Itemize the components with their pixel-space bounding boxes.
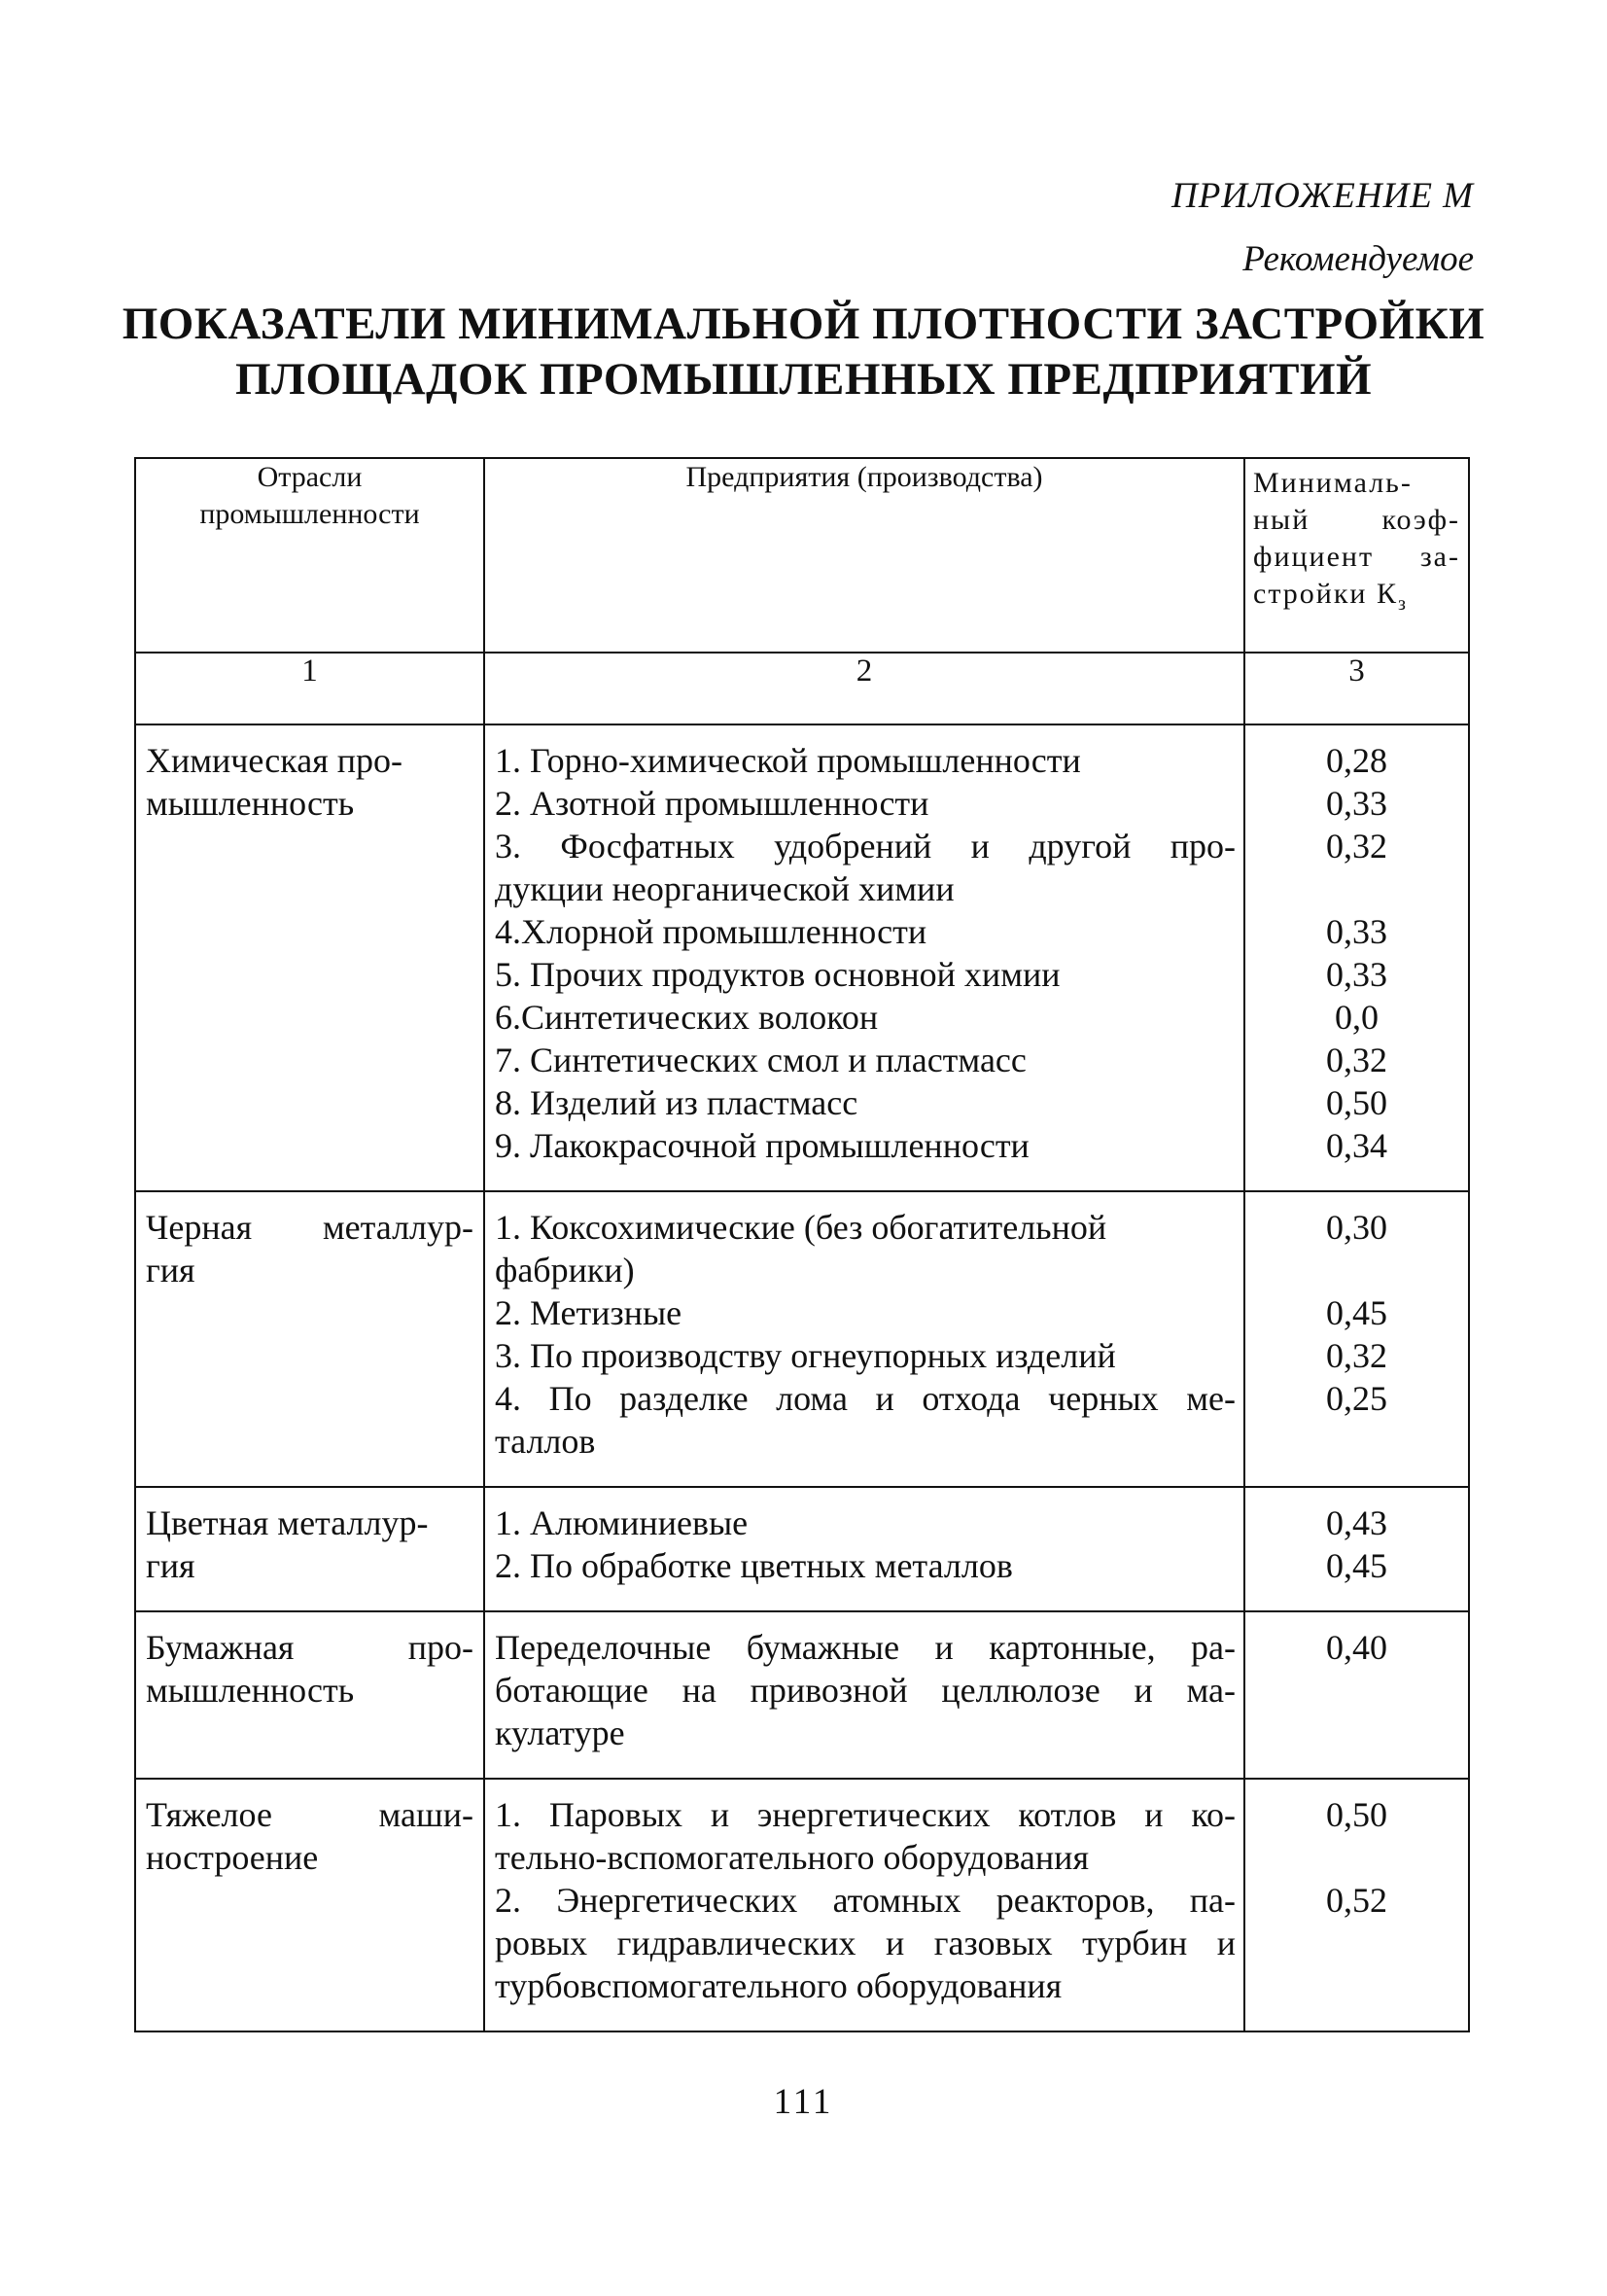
branch-line: Бумажная про-: [146, 1628, 473, 1667]
table-row: [135, 1487, 1469, 1611]
title-line-1: ПОКАЗАТЕЛИ МИНИМАЛЬНОЙ ПЛОТНОСТИ ЗАСТРОЙКИ: [122, 299, 1485, 349]
coefficient-cell: [1244, 724, 1469, 1191]
coefficient-value: [1245, 867, 1468, 910]
header-coef-line-2: ный коэф-: [1253, 504, 1460, 536]
coefficient-value: 0,28: [1326, 741, 1387, 780]
enterprise-line: 8. Изделий из пластмасс: [495, 1083, 858, 1122]
coefficient-value: 0,45: [1326, 1546, 1387, 1585]
enterprise-line: турбовспомогательного оборудования: [495, 1966, 1063, 2005]
header-coef-subscript: з: [1398, 593, 1408, 615]
table-row: [135, 1611, 1469, 1779]
coefficient-value: 0,33: [1326, 912, 1387, 951]
table-row: [135, 724, 1469, 1191]
column-number-3: 3: [1244, 653, 1469, 724]
header-coef-line-1: Минималь-: [1253, 467, 1413, 499]
branch-line: гия: [146, 1546, 195, 1585]
enterprise-line: 4.Хлорной промышленности: [495, 912, 927, 951]
appendix-label: ПРИЛОЖЕНИЕ М: [1170, 176, 1474, 216]
enterprise-line: 3. Фосфатных удобрений и другой про-: [495, 827, 1236, 865]
enterprise-line: 4. По разделке лома и отхода черных ме-: [495, 1379, 1236, 1418]
enterprise-cell: [484, 1611, 1244, 1779]
enterprise-cell: [484, 724, 1244, 1191]
branch-line: Черная металлур-: [146, 1208, 473, 1247]
coefficient-value: 0,0: [1335, 998, 1379, 1037]
enterprise-line: фабрики): [495, 1251, 635, 1289]
coefficient-value: 0,45: [1326, 1293, 1387, 1332]
enterprise-line: тельно-вспомогательного оборудования: [495, 1838, 1089, 1877]
coefficient-cell: [1244, 1779, 1469, 2031]
table-row: [135, 1779, 1469, 2031]
coefficient-cell: [1244, 1611, 1469, 1779]
column-number-2: 2: [484, 653, 1244, 724]
coefficient-value: [1245, 1836, 1468, 1879]
coefficient-cell: [1244, 1487, 1469, 1611]
branch-line: Цветная металлур-: [146, 1503, 429, 1542]
header-branch-line-1: Отрасли: [257, 461, 363, 493]
coefficient-cell: [1244, 1191, 1469, 1487]
enterprise-cell: [484, 1191, 1244, 1487]
table-header-row: [135, 458, 1469, 653]
enterprise-line: Переделочные бумажные и картонные, ра-: [495, 1628, 1236, 1667]
enterprise-cell: [484, 1779, 1244, 2031]
enterprise-line: 6.Синтетических волокон: [495, 998, 879, 1037]
branch-cell: [135, 1487, 484, 1611]
branch-line: мышленность: [146, 784, 355, 823]
header-enterprises: Предприятия (производства): [484, 458, 1244, 653]
status-label: Рекомендуемое: [1242, 239, 1474, 279]
coefficient-value: 0,32: [1326, 1041, 1387, 1079]
coefficient-value: 0,34: [1326, 1126, 1387, 1165]
branch-line: мышленность: [146, 1671, 355, 1710]
coefficient-value: 0,33: [1326, 784, 1387, 823]
coefficient-value: 0,32: [1326, 827, 1387, 865]
enterprise-line: 2. Энергетических атомных реакторов, па-: [495, 1881, 1236, 1920]
header-branch: [135, 458, 484, 653]
enterprise-line: 2. По обработке цветных металлов: [495, 1546, 1013, 1585]
coefficient-value: 0,43: [1326, 1503, 1387, 1542]
branch-line: гия: [146, 1251, 195, 1289]
enterprise-line: 2. Метизные: [495, 1293, 682, 1332]
coefficient-value: 0,30: [1326, 1208, 1387, 1247]
enterprise-line: дукции неорганической химии: [495, 869, 955, 908]
page-number: 111: [773, 2082, 834, 2122]
branch-cell: [135, 1779, 484, 2031]
enterprise-line: 7. Синтетических смол и пластмасс: [495, 1041, 1027, 1079]
branch-line: Химическая про-: [146, 741, 403, 780]
enterprise-line: таллов: [495, 1422, 596, 1461]
enterprise-line: 1. Паровых и энергетических котлов и ко-: [495, 1795, 1236, 1834]
enterprise-line: 1. Коксохимические (без обогатительной: [495, 1208, 1107, 1247]
branch-cell: [135, 724, 484, 1191]
title-line-2: ПЛОЩАДОК ПРОМЫШЛЕННЫХ ПРЕДПРИЯТИЙ: [234, 354, 1373, 405]
coefficient-value: 0,33: [1326, 955, 1387, 994]
header-coef-line-4: [1253, 576, 1460, 622]
enterprise-line: 9. Лакокрасочной промышленности: [495, 1126, 1030, 1165]
enterprise-line: 2. Азотной промышленности: [495, 784, 929, 823]
header-coefficient: [1244, 458, 1469, 653]
enterprise-line: 3. По производству огнеупорных изделий: [495, 1336, 1116, 1375]
page-title: [0, 297, 1607, 407]
coefficient-value: 0,50: [1326, 1795, 1387, 1834]
coefficient-value: 0,52: [1326, 1881, 1387, 1920]
branch-line: ностроение: [146, 1838, 319, 1877]
enterprise-cell: [484, 1487, 1244, 1611]
header-branch-line-2: промышленности: [199, 498, 420, 530]
enterprise-line: 1. Горно-химической промышленности: [495, 741, 1081, 780]
coefficient-value: 0,40: [1326, 1628, 1387, 1667]
header-coef-text: стройки К: [1253, 578, 1398, 610]
enterprise-line: ботающие на привозной целлюлозе и ма-: [495, 1671, 1236, 1710]
coefficient-value: 0,50: [1326, 1083, 1387, 1122]
enterprise-line: кулатуре: [495, 1713, 625, 1752]
coefficient-value: 0,25: [1326, 1379, 1387, 1418]
density-table: [134, 457, 1470, 2032]
coefficient-value: [1245, 1249, 1468, 1291]
table-row: [135, 1191, 1469, 1487]
coefficient-value: 0,32: [1326, 1336, 1387, 1375]
enterprise-line: 1. Алюминиевые: [495, 1503, 749, 1542]
enterprise-line: 5. Прочих продуктов основной химии: [495, 955, 1061, 994]
column-number-row: [135, 653, 1469, 724]
enterprise-line: ровых гидравлических и газовых турбин и: [495, 1924, 1236, 1962]
branch-line: Тяжелое маши-: [146, 1795, 473, 1834]
header-coef-line-3: фициент за-: [1253, 541, 1460, 573]
branch-cell: [135, 1611, 484, 1779]
branch-cell: [135, 1191, 484, 1487]
column-number-1: 1: [135, 653, 484, 724]
